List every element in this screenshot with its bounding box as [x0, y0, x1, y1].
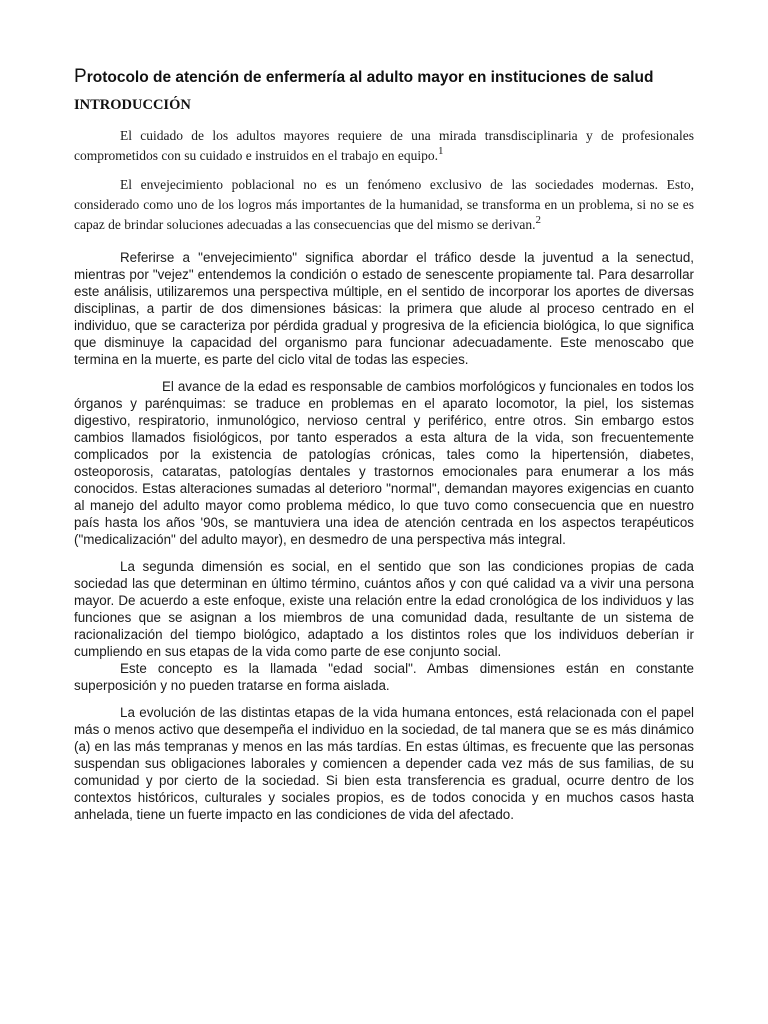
paragraph-4: El avance de la edad es responsable de cambios morfológicos y funcionales en todos los órganos y parénquimas: se traduce en problemas en el aparato locomotor, la piel, los sistemas digestivo, respiratorio, inmunológico, nervioso central y periférico, entre otros. Sin embargo estos cambios llamados fisiológicos, por tanto esperados a esta altura de la vida, son frecuentemente complicados por la existencia de patologías crónicas, tales como la hipertensión, diabetes, osteoporosis, cataratas, patologías dentales y trastornos emocionales para enumerar a los más conocidos. Estas alteraciones sumadas al deterioro "normal", demandan mayores exigencias en cuanto al manejo del adulto mayor como problema médico, lo que tuvo como consecuencia que en nuestro país hasta los años '90s, se mantuviera una idea de atención centrada en los aspectos terapéuticos ("medicalización" del adulto mayor), en desmedro de una perspectiva más integral.	[74, 379, 694, 547]
paragraph-3: Referirse a "envejecimiento" significa abordar el tráfico desde la juventud a la senectud, mientras por "vejez" entendemos la condición o estado de senescente propiamente tal. Para desarrollar este análisis, utilizaremos una perspectiva múltiple, en el sentido de incorporar los aportes de diversas disciplinas, a partir de dos dimensiones básicas: la primera que alude al proceso centrado en el individuo, que se caracteriza por pérdida gradual y progresiva de la eficiencia biológica, lo que significa que disminuye la capacidad del organismo para funcionar adecuadamente. Este menoscabo que termina en la muerte, es parte del ciclo vital de todas las especies.	[74, 250, 694, 367]
footnote-ref-1[interactable]: 1	[438, 145, 444, 157]
document-title	[74, 66, 694, 88]
paragraph-2-text: El envejecimiento poblacional no es un fenómeno exclusivo de las sociedades modernas. Esto, considerado como uno de los logros más importantes de la humanidad, se transforma en un problema, si no se es capaz de brindar soluciones adecuadas a las consecuencias que del mismo se derivan.	[74, 177, 694, 232]
paragraph-1	[74, 126, 694, 166]
paragraph-1-text: El cuidado de los adultos mayores requiere de una mirada transdisciplinaria y de profesionales comprometidos con su cuidado e instruidos en el trabajo en equipo.	[74, 128, 694, 163]
paragraph-6: Este concepto es la llamada "edad social". Ambas dimensiones están en constante superposición y no pueden tratarse en forma aislada.	[74, 661, 694, 693]
paragraph-7: La evolución de las distintas etapas de la vida humana entonces, está relacionada con el papel más o menos activo que desempeña el individuo en la sociedad, de tal manera que se es más dinámico (a) en las más tempranas y menos en las más tardías. En estas últimas, es frecuente que las personas suspendan sus obligaciones laborales y comiencen a depender cada vez más de sus familias, de su comunidad y por cierto de la sociedad. Si bien esta transferencia es gradual, ocurre dentro de los contextos históricos, culturales y sociales propios, es de todos conocida y en muchos casos hasta anhelada, tiene un fuerte impacto en las condiciones de vida del afectado.	[74, 705, 694, 822]
section-heading: INTRODUCCIÓN	[74, 97, 191, 113]
title-initial: P	[74, 66, 87, 87]
footnote-ref-2[interactable]: 2	[535, 214, 541, 226]
paragraph-2	[74, 175, 694, 235]
paragraph-5: La segunda dimensión es social, en el sentido que son las condiciones propias de cada sociedad las que determinan en último término, cuántos años y con qué calidad va a vivir una persona mayor. De acuerdo a este enfoque, existe una relación entre la edad cronológica de los individuos y las funciones que se asignan a los miembros de una comunidad dada, resultante de un sistema de racionalización del tiempo biológico, adaptado a los distintos roles que los individuos deberían ir cumpliendo en sus etapas de la vida como parte de ese conjunto social.	[74, 559, 694, 659]
title-text: rotocolo de atención de enfermería al adulto mayor en instituciones de salud	[86, 69, 654, 86]
